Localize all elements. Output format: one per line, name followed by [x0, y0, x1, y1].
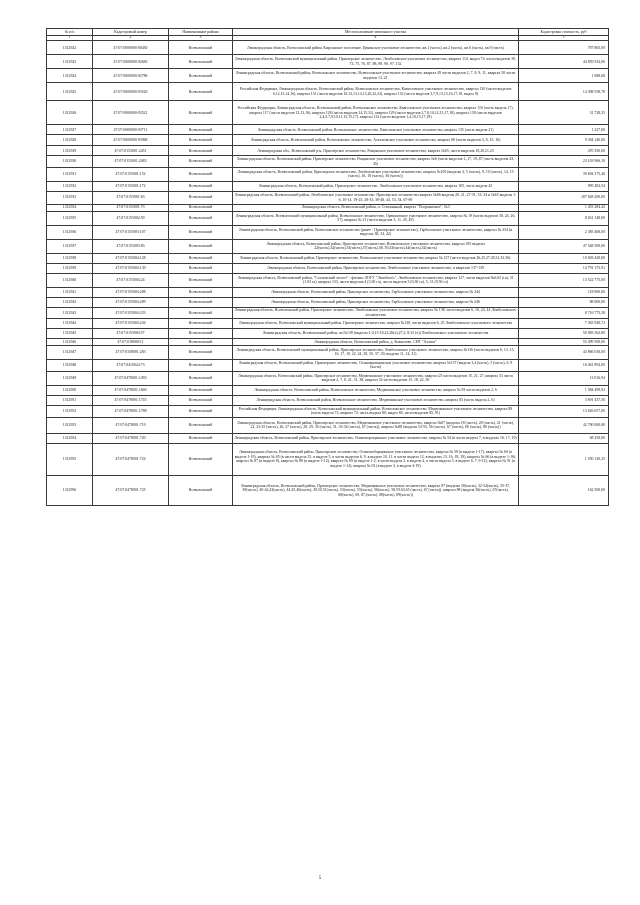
header-cadastral-number: Кадастровый номер: [93, 29, 169, 36]
location-description: Ленинградская обл., Всеволожский р-н, Приозерское лесничество, Рощинское участковое лесничество, квартал №65, части выделов 18,20,21,23: [233, 146, 519, 156]
row-number: 1312944: [47, 318, 93, 328]
district-name: Всеволожский: [169, 125, 233, 135]
cadastral-number: 47:07:0155003:83: [93, 239, 169, 253]
district-name: Всеволожский: [169, 328, 233, 338]
table-row: [47, 417, 609, 433]
cadastral-value: 10 603 420,00: [519, 253, 609, 263]
cadastral-value: 39 694 375,40: [519, 167, 609, 181]
district-name: Всеволожский: [169, 307, 233, 318]
cadastral-value: 162 500,00: [519, 475, 609, 505]
cadastral-number: 47:07:0000000:93711: [93, 125, 169, 135]
district-name: Всеволожский: [169, 297, 233, 307]
table-row: [47, 443, 609, 475]
cadastral-number: 47:07:0155001:63: [93, 191, 169, 204]
cadastral-number: 47:07:0180003:1: [93, 338, 169, 345]
row-number: 1312953: [47, 417, 93, 433]
cadastral-value: 13 626 657,00: [519, 405, 609, 417]
cadastral-number: 47:07:0155004:233: [93, 307, 169, 318]
cadastral-number: 47:07:0155004:234: [93, 318, 169, 328]
location-description: Ленинградская область, Всеволожский муниципальный район, Приозерское лесничество, Лемболовское участковое лесничество, квартал 114, выдел 74, части выделов 39, 73, 75, 76, 87, 88, 89, 90, 97, 132: [233, 55, 519, 69]
page-number: 5: [318, 876, 322, 881]
district-name: Всеволожский: [169, 433, 233, 443]
table-row: [47, 395, 609, 405]
location-description: Ленинградская область, Всеволожский район, Приозерское лесничество, Всеволожское участковое лесничество, квартал 185 выделы 22(часть),32(часть),33(часть),37(часть),38, 39,43(часть),44(часть),52(часть): [233, 239, 519, 253]
cadastral-number: 47:07:0155001:172: [93, 181, 169, 191]
district-name: Всеволожский: [169, 253, 233, 263]
cadastral-number: 47:07:0153001:2451: [93, 146, 169, 156]
table-row: [47, 225, 609, 239]
cadastral-value: 68 250,00: [519, 433, 609, 443]
cadastral-value: 1 688,68: [519, 69, 609, 83]
location-description: Ленинградская область, Всеволожский район, п. Стеклянный, квартал "Пограничное", №3: [233, 204, 519, 211]
table-row: [47, 181, 609, 191]
row-number: 1312949: [47, 371, 93, 385]
district-name: Всеволожский: [169, 211, 233, 225]
table-row: [47, 135, 609, 146]
location-description: Ленинградская область, Всеволожский район, Приозерское лесничество, Рощинское участковое лесничество, квартал №6 (часть выделов 1,,17, 19,,87 (часть выделов 43, 45): [233, 156, 519, 167]
location-description: Российская Федерация, Ленинградская область, Всеволожский район, Всеволожское лесничество, Кавголовское участковое лесничество, квартал 130 (части выделов 6,12,13,14,16), квартал 131 (части выделов 10,12,13,14,15,20,22,23), квартал 132 (части выделов 3,7,9,13,15,16,17,18, выдел 8): [233, 83, 519, 101]
table-row: [47, 69, 609, 83]
table-row: [47, 297, 609, 307]
row-number: 1312948: [47, 359, 93, 371]
table-body: [47, 41, 609, 505]
row-number: 1312935: [47, 211, 93, 225]
cadastral-value: 50 083 562,80: [519, 328, 609, 338]
location-description: Российская Федерация, Ленинградская область, Всеволожский район, Всеволожское лесничество, Кавголовское участковое лесничество, квартал 116 (часть выдела 17), квартал 117 (части выделов 12,13,16), квартал 128 (части выделов 14,15,31), квартал 129 (части выделов 2,7,8,10,12,13,17,18), квартал 130 (части выделов 2,4,5,7,9,10,11,15,15,17), квартал 132 (части выделов 1,4,10,15,17,18): [233, 101, 519, 125]
table-row: [47, 475, 609, 505]
row-number: 1312938: [47, 253, 93, 263]
cadastral-number: 47:07:0000000:92786: [93, 69, 169, 83]
cadastral-value-table: [46, 28, 609, 506]
location-description: Ленинградская область, Всеволожский муниципальный район, Приозерское лесничество, квартал №138, части выделов 6, 25 Лемболовского участкового лесничества: [233, 318, 519, 328]
district-name: Всеволожский: [169, 273, 233, 287]
location-description: Ленинградская область, Всеволожский район, "Сосновский лесхоз" - филиал ЛОГУ "Ленобллес", Лемболовское лесничество, квартал 127, части выделов №6,02 (га), 31 (1.03 га), квартал 133, части выделов 4 (3,30 га), части выделов 3 (0,30 га), 5, 31 (0,50 га): [233, 273, 519, 287]
cadastral-number: 47:07:0358001:283: [93, 345, 169, 359]
location-description: Ленинградская область, Всеволожский район, Кирсинское поселение, Ценинское участковое лесничество, кв.1 (часть), кв.2 (часть), кв.6 (часть), кв.9 (часть): [233, 41, 519, 55]
document-page: [46, 28, 608, 506]
location-description: Ленинградская область, Всеволожский район, Всеволожское лесничество (ранее - Приозерское лесничество), Гарболовское участковое лесничество, квартал № 234 (в выделах 38, 34, 42): [233, 225, 519, 239]
location-description: Ленинградская область, Всеволожский район, д. Кокколево, СНТ "Аэлита": [233, 338, 519, 345]
cadastral-value: 1 227,00: [519, 125, 609, 135]
district-name: Всеволожский: [169, 69, 233, 83]
cadastral-value: 995 482,54: [519, 181, 609, 191]
location-description: Ленинградская область, Всеволожский район, Всеволожское лесничество, Кавголовское участковое лесничество, квартал 135 (часть выдела 21): [233, 125, 519, 135]
cadastral-value: 13 016,94: [519, 371, 609, 385]
row-number: 1312933: [47, 191, 93, 204]
row-number: 1312922: [47, 41, 93, 55]
cadastral-value: 7 363 948,72: [519, 318, 609, 328]
cadastral-number: 47:07:0155004:139: [93, 263, 169, 273]
district-name: Всеволожский: [169, 146, 233, 156]
row-number: 1312946: [47, 338, 93, 345]
district-name: Всеволожский: [169, 225, 233, 239]
index-cell: 3: [169, 35, 233, 41]
table-row: [47, 345, 609, 359]
cadastral-value: 3 691 437,50: [519, 395, 609, 405]
row-number: 1312926: [47, 101, 93, 125]
header-cadastral-value: Кадастровая стоимость, руб: [519, 29, 609, 36]
district-name: Всеволожский: [169, 475, 233, 505]
header-number: № п/п: [47, 29, 93, 36]
table-row: [47, 405, 609, 417]
district-name: Всеволожский: [169, 395, 233, 405]
table-row: [47, 146, 609, 156]
location-description: Ленинградская область, Всеволожский район, Приозерское лесничество, Лемболовское участковое лесничество, в квартале 137-139: [233, 263, 519, 273]
row-number: 1312932: [47, 181, 93, 191]
cadastral-value: 787 865,00: [519, 41, 609, 55]
row-number: 1312931: [47, 167, 93, 181]
row-number: 1312947: [47, 345, 93, 359]
location-description: Ленинградская область, Всеволожский район, Всеволожское лесничество, Медвежинское участковое лесничество, квартал № 83 части выделов 2, 6: [233, 385, 519, 395]
table-row: [47, 156, 609, 167]
cadastral-number: 47:07:0478001:720: [93, 433, 169, 443]
index-cell: 4: [233, 35, 519, 41]
cadastral-value: 1 550 120,25: [519, 443, 609, 475]
row-number: 1312936: [47, 225, 93, 239]
cadastral-number: 47:07:0000000:93968: [93, 135, 169, 146]
cadastral-value: 187 628 200,00: [519, 191, 609, 204]
location-description: Ленинградская область, Всеволожский район, Приозерское лесничество, Осиноворощинское участковое лесничество, квартал № 54 (в части выдела 7, в выделах 16, 17, 19): [233, 433, 519, 443]
cadastral-number: 47:07:0000000:90430: [93, 41, 169, 55]
cadastral-number: 47:07:0155003:107: [93, 225, 169, 239]
cadastral-value: 9 304 140,00: [519, 135, 609, 146]
cadastral-number: 47:07:0155004:208: [93, 287, 169, 297]
row-number: 1312940: [47, 273, 93, 287]
index-cell: 1: [47, 35, 93, 41]
cadastral-number: 47:07:0155001:73: [93, 204, 169, 211]
row-number: 1312925: [47, 83, 93, 101]
district-name: Всеволожский: [169, 191, 233, 204]
row-number: 1312942: [47, 297, 93, 307]
row-number: 1312927: [47, 125, 93, 135]
header-location: Местоположение земельного участка: [233, 29, 519, 36]
location-description: Ленинградская область, Всеволожский район, Всеволожское лесничество, Медвежинское участковое лесничество, квартал 83 (часть выдела 2, 6): [233, 395, 519, 405]
location-description: Ленинградская область, Всеволожский район, Приозерское лесничество, Медвежинское участковое лесничество, квартал 87 (выделы 30(часть), 32-34(часть), 35-37, 39(часть), 40-42,43(часть), 44,45,46(часть), 49,50,51(часть), 53(часть), 55(часть), 56(часть), 58,59,63,65 (часть), 67 (часть)), квартал 88 (выдела 56(часть), 67(часть), 68(часть), 69, 87,(часть), 88(часть), 89(часть)): [233, 475, 519, 505]
cadastral-value: 31 728,55: [519, 101, 609, 125]
district-name: Всеволожский: [169, 338, 233, 345]
cadastral-value: 14 791 175,91: [519, 263, 609, 273]
district-name: Всеволожский: [169, 41, 233, 55]
location-description: Ленинградская область, Всеволожский район, Приозерское лесничество, Медвежинское участковое лесничество, квартал 25 части выделов 15, 21, 27, квартал 33 части выделов 2, 7, 8, 21, 31, 38, квартал 34 части выделов 15, 18, 22, 30: [233, 371, 519, 385]
location-description: Ленинградская область, Всеволожский район, Приозерское лесничество, Осиновровщинское участковое лесничество, квартал №137 (выдела 3,4 (часть), 5 (часть), 6, 8 (часть): [233, 359, 519, 371]
table-row: [47, 253, 609, 263]
table-row: [47, 41, 609, 55]
cadastral-value: 2 385 468,00: [519, 225, 609, 239]
district-name: Всеволожский: [169, 101, 233, 125]
district-name: Всеволожский: [169, 443, 233, 475]
cadastral-value: 44 859 532,06: [519, 55, 609, 69]
row-number: 1312945: [47, 328, 93, 338]
location-description: Ленинградская область, Всеволожский район, пт.№138 (выделы 2-4,13-18,22,26(ч),27,2, 8,33 (ч)) Лемболовского участкового лесничества: [233, 328, 519, 338]
table-row: [47, 263, 609, 273]
table-row: [47, 55, 609, 69]
cadastral-number: 47:07:0478001:1493: [93, 371, 169, 385]
location-description: Ленинградская область, Всеволожский район, Приозерское лесничество, Медвежинское участковое лесничество, квартал №87 (выделы 18 (часть), 20 (часть), 21 (часть), 22, 23-25 (часть), 26, 27 (часть), 28, 29, 30 (часть), 31, 33-34 (часть), 67 (часть)), квартал №88 (выделы 53-55, 56 (часть), 67 (часть), 68 (часть), 80 (часть)): [233, 417, 519, 433]
cadastral-value: 8 716 775,58: [519, 307, 609, 318]
location-description: Ленинградская область, Всеволожский район, Приозерское лесничество, Осиновоборщинское участковое лесничество, квартал № 58 (в выделе 1-17), квартал № 60 (в выделе 1-19), квартал № 65 (в части выдела 15, в выделе 5, в части выделов 6, 9, в выделе 10, 11, в части выдела 12, в выделах 13, 16, 18, 19), квартал № 66 (в выделе 1-16), квартал № 87 (в выделе 8), квартал № 88 (в выделе 1-12), квартал № 89 (в выделе 1-2, в части выдела 3, в выделе 4, в части выдела 5, в выделе 6, 7, 9-12), квартал № 91 (в выделе 1-14), квартал № 93 (в выделе 3, в выделе 4-19): [233, 443, 519, 475]
row-number: 1312934: [47, 204, 93, 211]
cadastral-number: 47:07:0155002:59: [93, 211, 169, 225]
district-name: Всеволожский: [169, 55, 233, 69]
location-description: Ленинградская область, Всеволожский район, Приозерское лесничество, Лемболовское участковое лесничество, квартал №105 (выделы 4, 5 (часть), 9, 10 (часть), 14, 15 (часть), 16, 18 (часть), 36 (часть)): [233, 167, 519, 181]
cadastral-number: 47:07:0153001:2483: [93, 156, 169, 167]
cadastral-number: 47:07:0478001:1788: [93, 405, 169, 417]
row-number: 1312955: [47, 443, 93, 475]
district-name: Всеволожский: [169, 385, 233, 395]
district-name: Всеволожский: [169, 204, 233, 211]
table-row: [47, 167, 609, 181]
row-number: 1312930: [47, 156, 93, 167]
cadastral-value: 8 631 148,00: [519, 211, 609, 225]
cadastral-value: 23 103 966,10: [519, 156, 609, 167]
cadastral-value: 1 584 499,92: [519, 385, 609, 395]
table-row: [47, 239, 609, 253]
location-description: Ленинградская область, Всеволожский район, Лемболовское участковое лесничество, Приозерское лесничество квартал №66 выделы 20, 21, 27-31, 33, 34 и №65 выделы 1-6, 10-14, 19-25, 28-33, 38-40, 44, 53, 54, 67-69: [233, 191, 519, 204]
row-number: 1312923: [47, 55, 93, 69]
cadastral-number: 47:07:0155004:57: [93, 328, 169, 338]
district-name: Всеволожский: [169, 239, 233, 253]
cadastral-number: 47:07:0478001:725: [93, 475, 169, 505]
table-row: [47, 83, 609, 101]
district-name: Всеволожский: [169, 181, 233, 191]
district-name: Всеволожский: [169, 167, 233, 181]
index-cell: 2: [93, 35, 169, 41]
district-name: Всеволожский: [169, 359, 233, 371]
cadastral-number: 47:07:0155004:209: [93, 297, 169, 307]
table-row: [47, 211, 609, 225]
row-number: 1312954: [47, 433, 93, 443]
cadastral-value: 88 000,00: [519, 297, 609, 307]
district-name: Всеволожский: [169, 263, 233, 273]
row-number: 1312937: [47, 239, 93, 253]
cadastral-number: 47:07:0478001:724: [93, 443, 169, 475]
cadastral-number: 47:07:0000000:92683: [93, 55, 169, 69]
table-row: [47, 385, 609, 395]
district-name: Всеволожский: [169, 83, 233, 101]
district-name: Всеволожский: [169, 417, 233, 433]
row-number: 1312950: [47, 385, 93, 395]
row-number: 1312951: [47, 395, 93, 405]
table-row: [47, 101, 609, 125]
table-row: [47, 191, 609, 204]
cadastral-number: 47:07:0155004:24: [93, 273, 169, 287]
cadastral-number: 47:07:0410024:73: [93, 359, 169, 371]
location-description: Ленинградская область, Всеволожский район, Приозерское лесничество, Гарболовское участковое лесничество, квартал № 244: [233, 287, 519, 297]
row-number: 1312928: [47, 135, 93, 146]
row-number: 1312941: [47, 287, 93, 297]
cadastral-number: 47:07:0478001:1745: [93, 395, 169, 405]
location-description: Ленинградская область, Всеволожский район, Приозерское лесничество, Всеволожское участковое лесничество, квартал № 127 (части выделов 26,25,27,28,31,33,36).: [233, 253, 519, 263]
header-district: Наименование района: [169, 29, 233, 36]
cadastral-number: 47:07:0155001:152: [93, 167, 169, 181]
row-number: 1312929: [47, 146, 93, 156]
location-description: Ленинградская область, Всеволожский район, Всеволожское лесничество, Всеволожское участковое лесничество, квартал 49 части выделов 2, 7, 8, 9, 11, квартал 50 части выделов 13, 21: [233, 69, 519, 83]
table-row: [47, 287, 609, 297]
location-description: Ленинградская область, Всеволожский муниципальный район, Всеволожское лесничество, Орешковское участковое лесничество, квартал № 19 (части выделов 30, 24, 26, 37), квартал № 21 (части выделов 3, 11, 45, 49): [233, 211, 519, 225]
cadastral-number: 47:07:0155004:128: [93, 253, 169, 263]
cadastral-number: 47:07:0478001:719: [93, 417, 169, 433]
table-header-row: [47, 29, 609, 36]
cadastral-value: 1 453 284,42: [519, 204, 609, 211]
cadastral-number: 47:07:0478001:1660: [93, 385, 169, 395]
table-row: [47, 338, 609, 345]
location-description: Ленинградская область, Всеволожский район, Всеволожское лесничество, Агалатовское участковое лесничество, квартал 68 (части выделов 3, 8, 15, 16): [233, 135, 519, 146]
row-number: 1312952: [47, 405, 93, 417]
cadastral-value: 47 548 500,00: [519, 239, 609, 253]
cadastral-number: 47:07:0000000:93521: [93, 101, 169, 125]
district-name: Всеволожский: [169, 287, 233, 297]
location-description: Ленинградская область, Всеволожский район, Приозерское лесничество, Гарболовское участковое лесничество, квартал № 246: [233, 297, 519, 307]
cadastral-value: 42 700 000,00: [519, 417, 609, 433]
cadastral-value: 13 522 775,00: [519, 273, 609, 287]
row-number: 1312956: [47, 475, 93, 505]
row-number: 1312939: [47, 263, 93, 273]
table-row: [47, 125, 609, 135]
district-name: Всеволожский: [169, 405, 233, 417]
table-row: [47, 328, 609, 338]
table-row: [47, 359, 609, 371]
district-name: Всеволожский: [169, 318, 233, 328]
cadastral-value: 14 398 558,78: [519, 83, 609, 101]
district-name: Всеволожский: [169, 135, 233, 146]
cadastral-number: 47:07:0000000:93520: [93, 83, 169, 101]
district-name: Всеволожский: [169, 156, 233, 167]
district-name: Всеволожский: [169, 345, 233, 359]
table-row: [47, 371, 609, 385]
table-row: [47, 318, 609, 328]
table-row: [47, 433, 609, 443]
row-number: 1312924: [47, 69, 93, 83]
index-cell: 5: [519, 35, 609, 41]
cadastral-value: 10 461 894,00: [519, 359, 609, 371]
row-number: 1312943: [47, 307, 93, 318]
location-description: Ленинградская область, Всеволожский район, Приозерское лесничество, Лемболовское участковое лесничество, квартал № 138, части выделов 6, 16, 24, 44 Лемболовского лесничества: [233, 307, 519, 318]
location-description: Ленинградская область, Всеволожский муниципальный район, Приозерское лесничество, Лемболовское участковое лесничество, квартал №136 (части выделов 6, 13, 15, 16, 17, 19, 22, 24, 29, 35, 37, 39, выделы 11, 14, 31): [233, 345, 519, 359]
cadastral-value: 43 866 030,00: [519, 345, 609, 359]
cadastral-value: 118 000,00: [519, 287, 609, 297]
location-description: Ленинградская область, Всеволожский район, Приозерское лесничество, Лемболовское участковое лесничество, квартал 105, часть выдела 42: [233, 181, 519, 191]
location-description: Российская Федерация, Ленинградская область, Всеволожский муниципальный район, Всеволожское лесничество, Медвежинское участковое лесничество, квартал 88 (часть выдела 73, квартал 74, часть выдела 80, выдел 84, части выделов 85, 91): [233, 405, 519, 417]
table-row: [47, 273, 609, 287]
table-row: [47, 307, 609, 318]
district-name: Всеволожский: [169, 371, 233, 385]
cadastral-value: 470 350,00: [519, 146, 609, 156]
cadastral-value: 55 499 500,00: [519, 338, 609, 345]
table-row: [47, 204, 609, 211]
